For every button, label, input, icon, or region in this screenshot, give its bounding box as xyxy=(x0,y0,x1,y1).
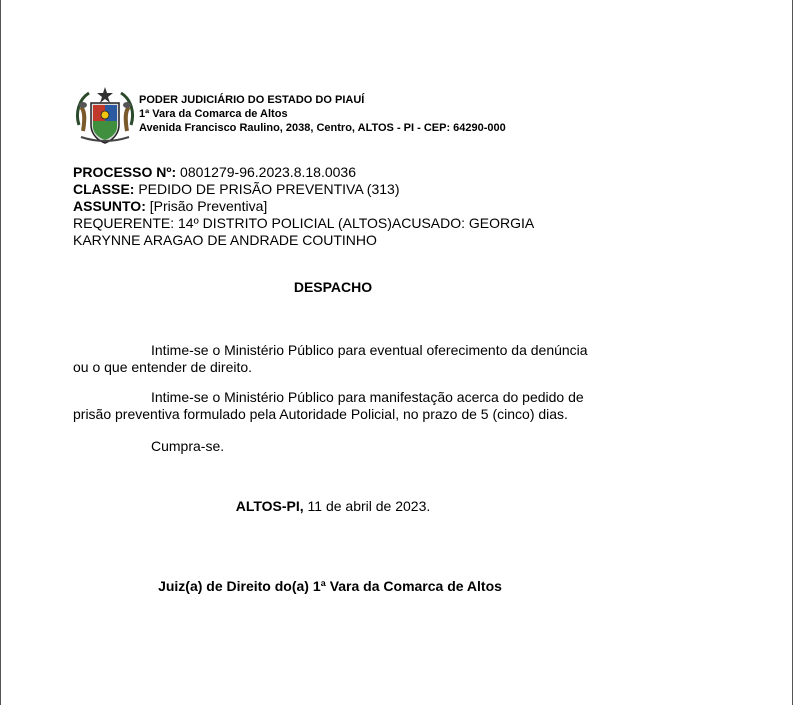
document-title: DESPACHO xyxy=(293,279,373,295)
assunto-value: [Prisão Preventiva] xyxy=(149,198,268,214)
coat-of-arms-icon xyxy=(73,85,137,145)
paragraph-2-text: Intime-se o Ministério Público para manifestação acerca do pedido de prisão preventiva formulado pela Autoridade Policial, no prazo de 5 (cinco) dias. xyxy=(73,389,584,422)
paragraph-2 xyxy=(73,389,598,423)
requerente-line-1: REQUERENTE: 14º DISTRITO POLICIAL (ALTOS)ACUSADO: GEORGIA xyxy=(73,215,535,231)
processo-row xyxy=(73,164,593,181)
classe-row xyxy=(73,181,593,198)
letterhead-court-name: PODER JUDICIÁRIO DO ESTADO DO PIAUÍ xyxy=(139,94,365,106)
date: 11 de abril de 2023. xyxy=(303,498,431,514)
letterhead xyxy=(73,85,593,145)
processo-label: PROCESSO Nº: xyxy=(73,164,177,180)
paragraph-3 xyxy=(73,438,598,455)
place-and-date xyxy=(1,498,665,514)
requerente-line-2: KARYNNE ARAGAO DE ANDRADE COUTINHO xyxy=(73,232,377,248)
classe-label: CLASSE: xyxy=(73,181,135,197)
paragraph-1 xyxy=(73,342,598,376)
paragraph-1-text: Intime-se o Ministério Público para eventual oferecimento da denúncia ou o que entender de direito. xyxy=(73,342,588,375)
case-header xyxy=(73,164,593,249)
letterhead-court-branch: 1ª Vara da Comarca de Altos xyxy=(139,108,288,120)
assunto-row xyxy=(73,198,593,215)
paragraph-3-text: Cumpra-se. xyxy=(151,438,225,454)
processo-value: 0801279-96.2023.8.18.0036 xyxy=(180,164,356,180)
place: ALTOS-PI, xyxy=(235,498,304,514)
letterhead-address: Avenida Francisco Raulino, 2038, Centro, ALTOS - PI - CEP: 64290-000 xyxy=(139,122,506,134)
classe-value: PEDIDO DE PRISÃO PREVENTIVA (313) xyxy=(138,181,400,197)
assunto-label: ASSUNTO: xyxy=(73,198,146,214)
judge-signature: Juiz(a) de Direito do(a) 1ª Vara da Comarca de Altos xyxy=(158,578,502,594)
